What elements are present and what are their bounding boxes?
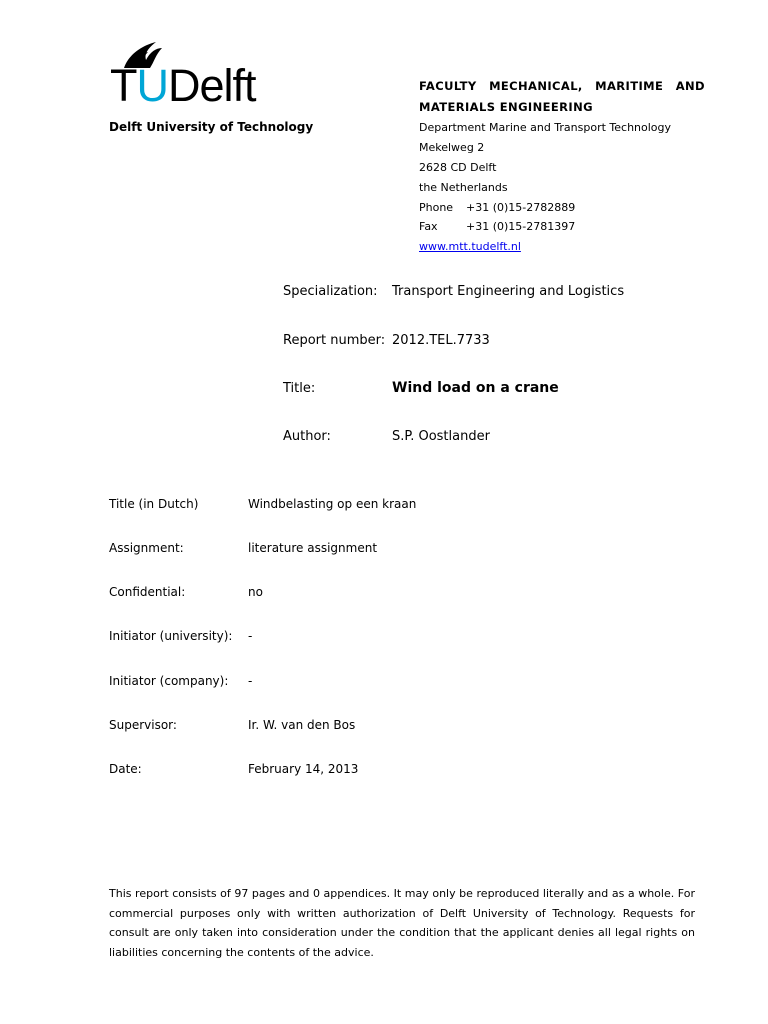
report-number-label: Report number: <box>283 333 386 348</box>
initiator-university-value: - <box>248 629 253 643</box>
fax-number: +31 (0)15-2781397 <box>466 220 576 233</box>
initiator-company-label: Initiator (company): <box>109 674 229 688</box>
title-dutch-value: Windbelasting op een kraan <box>248 497 417 511</box>
author-label: Author: <box>283 429 331 444</box>
supervisor-label: Supervisor: <box>109 718 177 732</box>
disclaimer-paragraph: This report consists of 97 pages and 0 appendices. It may only be reproduced literally and as a whole. For commercial purposes only with written authorization of Delft University of Technology. Requests for consult are only taken into consideration under the condition that the applicant denies all legal rights on liabilities concerning the contents of the advice. <box>109 887 695 959</box>
author-value: S.P. Oostlander <box>392 429 490 444</box>
logo-delft: Delft <box>168 60 256 111</box>
assignment-value: literature assignment <box>248 541 378 555</box>
supervisor-value: Ir. W. van den Bos <box>248 718 356 732</box>
confidential-label: Confidential: <box>109 585 186 599</box>
report-number-value: 2012.TEL.7733 <box>392 333 490 348</box>
university-name: Delft University of Technology <box>109 120 314 134</box>
address-street: Mekelweg 2 <box>419 141 485 154</box>
initiator-company-value: - <box>248 674 253 688</box>
title-dutch-label: Title (in Dutch) <box>109 497 199 511</box>
initiator-university-label: Initiator (university): <box>109 629 233 643</box>
logo-t: T <box>110 60 137 111</box>
title-label: Title: <box>283 381 316 396</box>
logo-u: U <box>136 60 168 111</box>
department-name: Department Marine and Transport Technology <box>419 121 672 134</box>
title-value: Wind load on a crane <box>392 380 559 396</box>
faculty-heading: FACULTY MECHANICAL, MARITIME AND MATERIALS ENGINEERING <box>419 79 705 114</box>
phone-label: Phone <box>419 201 454 214</box>
date-value: February 14, 2013 <box>248 762 359 776</box>
address-country: the Netherlands <box>419 181 508 194</box>
phone-number: +31 (0)15-2782889 <box>466 201 576 214</box>
fax-label: Fax <box>419 220 438 233</box>
address-city: 2628 CD Delft <box>419 161 497 174</box>
specialization-value: Transport Engineering and Logistics <box>392 284 625 299</box>
confidential-value: no <box>248 585 263 599</box>
tu-delft-logo <box>110 60 256 112</box>
date-label: Date: <box>109 762 142 776</box>
specialization-label: Specialization: <box>283 284 378 299</box>
website-link[interactable]: www.mtt.tudelft.nl <box>419 240 521 253</box>
assignment-label: Assignment: <box>109 541 184 555</box>
